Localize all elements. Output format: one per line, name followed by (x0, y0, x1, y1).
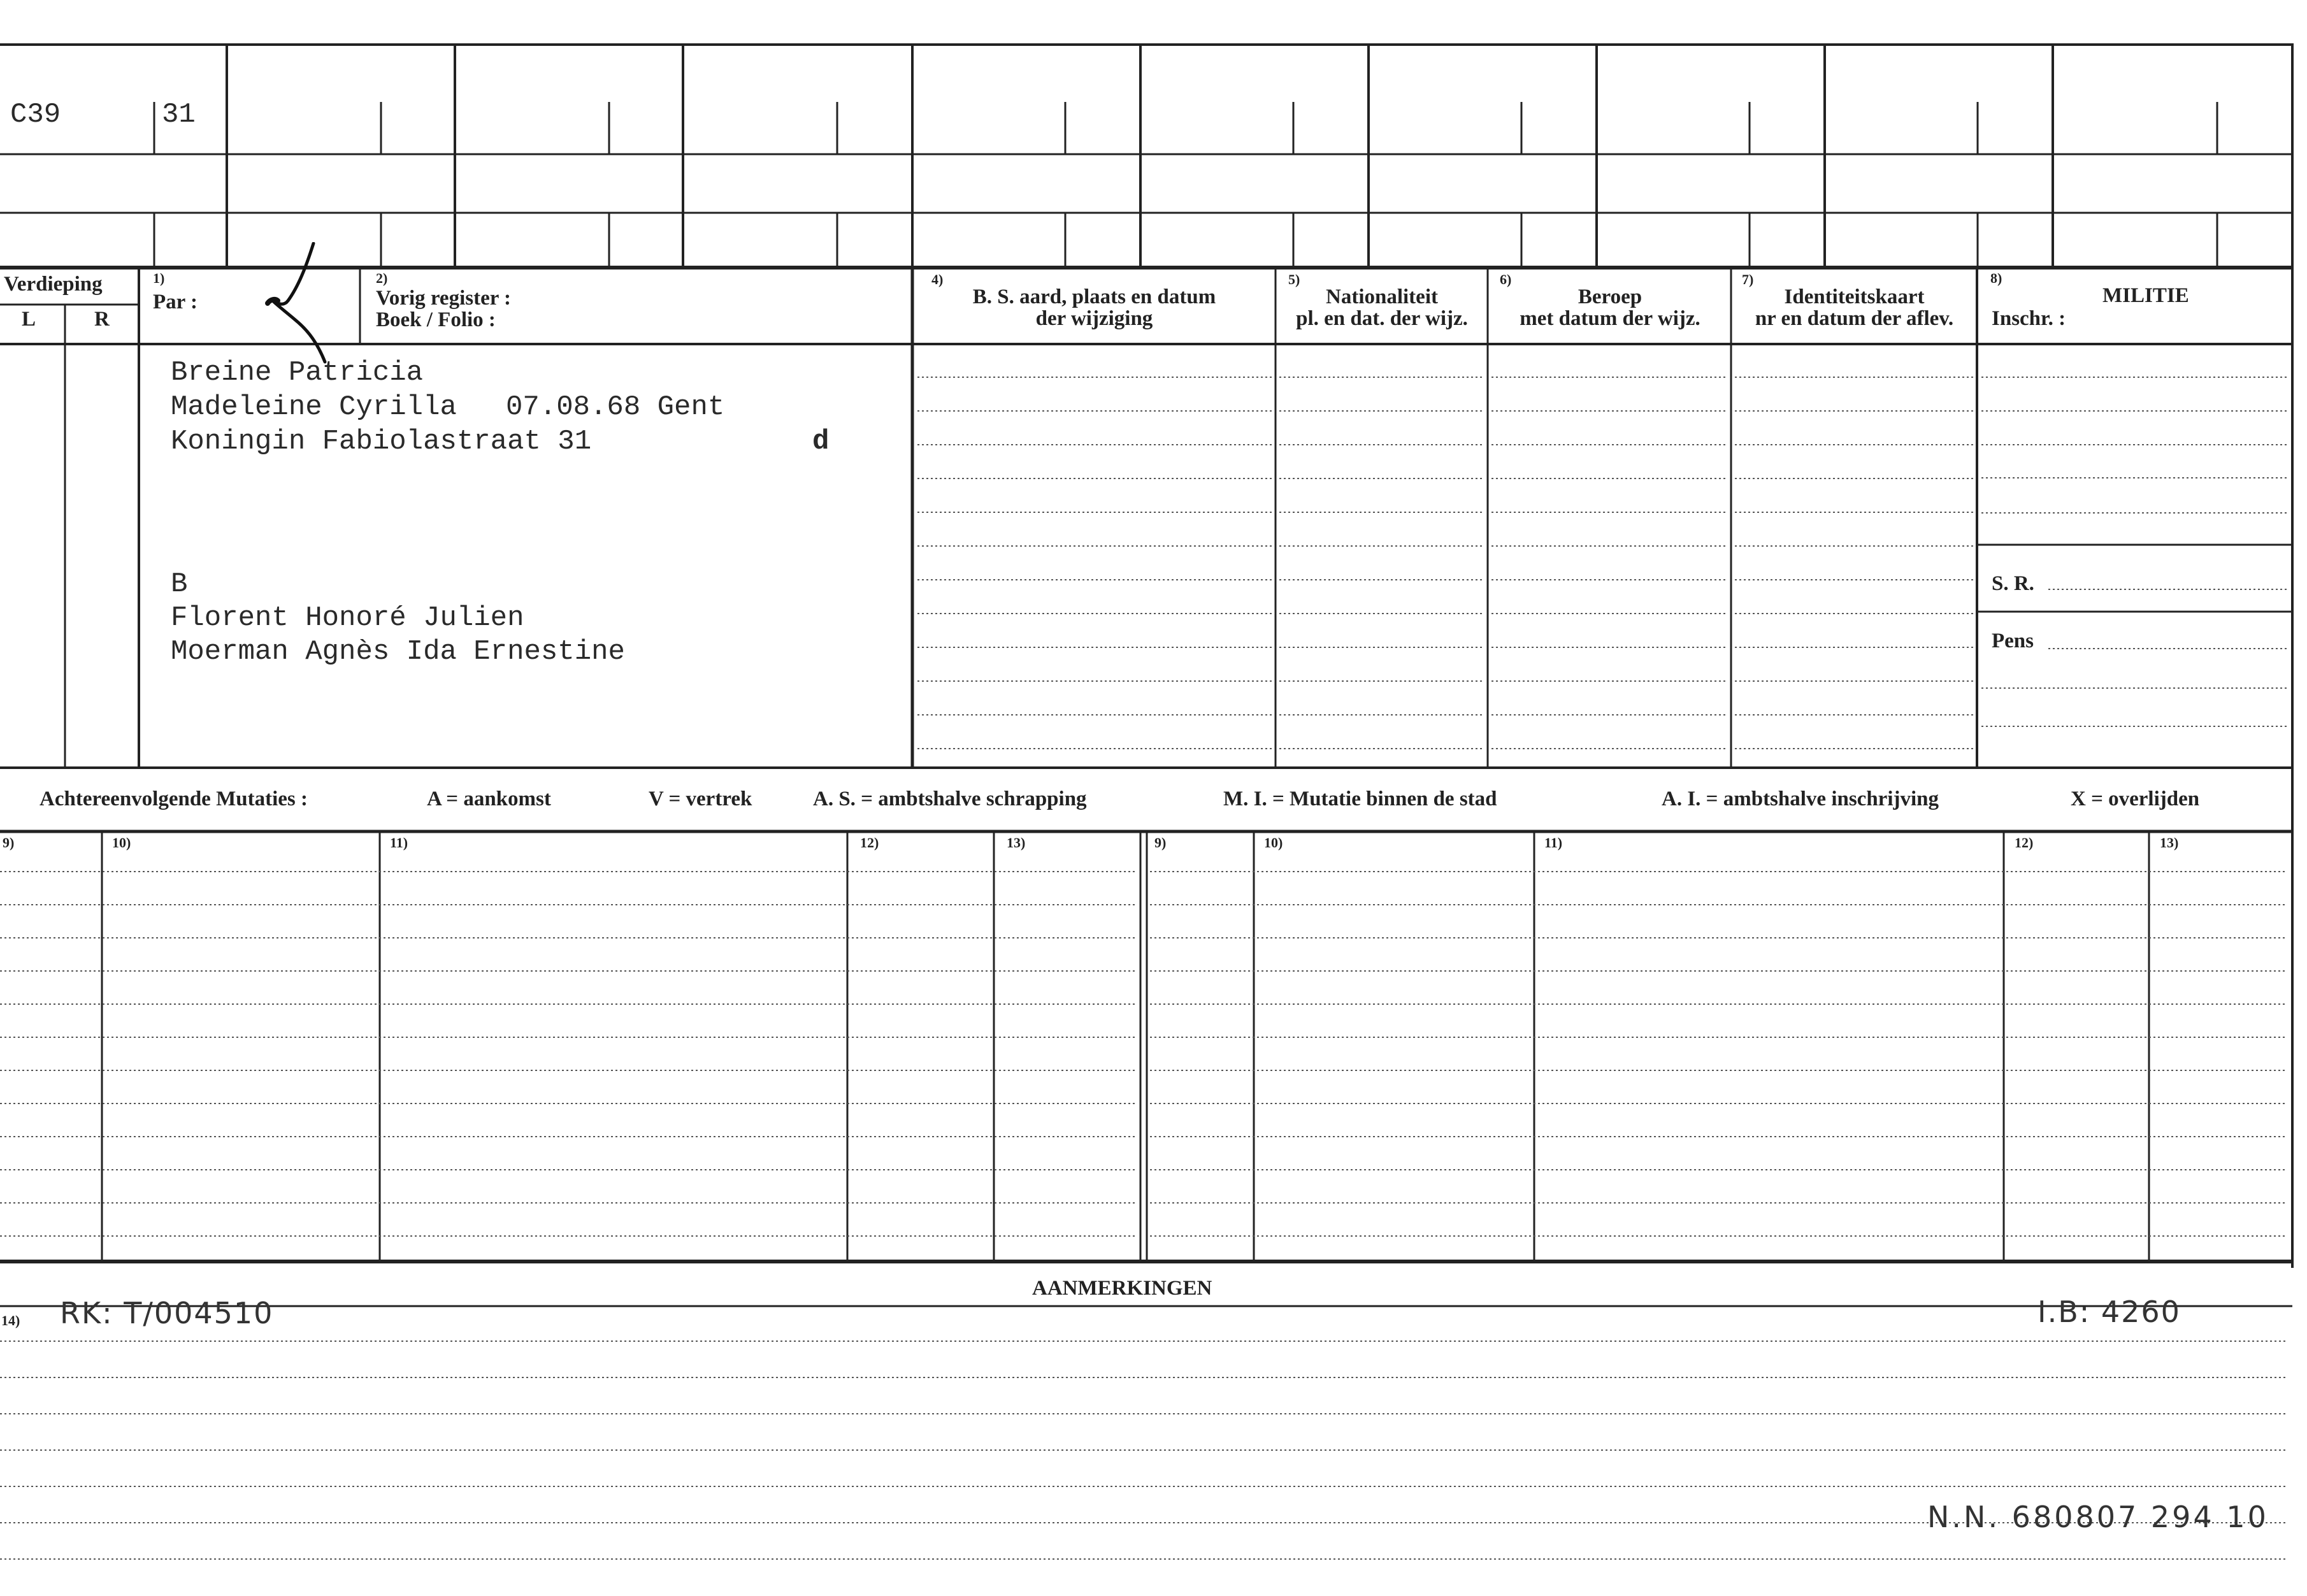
legend-a: A = aankomst (427, 787, 551, 810)
header-militie: MILITIE (2102, 284, 2189, 307)
person-birth-date-place: 07.08.68 Gent (506, 391, 725, 423)
mutation-col-12: 12) (860, 835, 879, 851)
header-col6-line2: met datum der wijz. (1520, 307, 1700, 330)
header-par: Par : (153, 291, 198, 313)
father-name: Florent Honoré Julien (171, 602, 524, 634)
col5-number: 5) (1288, 271, 1300, 287)
header-col6-line1: Beroep (1578, 285, 1642, 308)
mutation-col-9: 9) (3, 835, 15, 851)
remarks-rk: RK: T/004510 (60, 1296, 274, 1330)
mutation-col-13b: 13) (2160, 835, 2179, 851)
header-col5-line2: pl. en dat. der wijz. (1296, 307, 1468, 330)
label-b: B (171, 568, 188, 600)
top-code-2: 31 (162, 99, 196, 131)
col1-number: 1) (153, 270, 165, 286)
header-inschr: Inschr. : (1992, 307, 2066, 330)
header-l: L (22, 308, 36, 331)
national-number: N.N. 680807 294 10 (1927, 1500, 2269, 1534)
remarks-number: 14) (1, 1312, 20, 1328)
header-col4-line1: B. S. aard, plaats en datum (972, 285, 1216, 308)
header-verdieping: Verdieping (4, 273, 103, 296)
header-col4-line2: der wijziging (1035, 307, 1153, 330)
header-boek-folio: Boek / Folio : (376, 308, 496, 331)
mutation-col-10: 10) (112, 835, 131, 851)
mutation-col-12b: 12) (2015, 835, 2034, 851)
col7-number: 7) (1742, 271, 1754, 287)
col4-number: 4) (931, 271, 944, 287)
label-sr: S. R. (1992, 572, 2034, 595)
mutation-col-11: 11) (390, 835, 408, 851)
legend-title: Achtereenvolgende Mutaties : (40, 787, 308, 810)
legend-x: X = overlijden (2071, 787, 2200, 810)
header-col5-line1: Nationaliteit (1326, 285, 1438, 308)
marker-d: d (812, 426, 830, 457)
header-vorig-register: Vorig register : (376, 287, 512, 310)
remarks-title: AANMERKINGEN (1032, 1277, 1212, 1300)
col2-number: 2) (376, 270, 388, 286)
legend-mi: M. I. = Mutatie binnen de stad (1223, 787, 1497, 810)
legend-ai: A. I. = ambtshalve inschrijving (1662, 787, 1939, 810)
legend-as: A. S. = ambtshalve schrapping (813, 787, 1087, 810)
col6-number: 6) (1500, 271, 1512, 287)
mutation-col-10b: 10) (1264, 835, 1283, 851)
header-col7-line2: nr en datum der aflev. (1755, 307, 1954, 330)
person-address: Koningin Fabiolastraat 31 (171, 426, 592, 457)
mutation-col-13: 13) (1007, 835, 1026, 851)
col8-number: 8) (1990, 270, 2002, 286)
person-line2-name: Madeleine Cyrilla (171, 391, 457, 423)
legend-v: V = vertrek (649, 787, 752, 810)
mother-name: Moerman Agnès Ida Ernestine (171, 636, 625, 668)
header-col7-line1: Identiteitskaart (1784, 285, 1925, 308)
checkmark-icon (242, 242, 344, 370)
mutation-col-9b: 9) (1154, 835, 1167, 851)
label-pens: Pens (1992, 629, 2034, 652)
mutation-col-11b: 11) (1544, 835, 1563, 851)
header-r: R (94, 308, 110, 331)
top-code-1: C39 (10, 99, 61, 131)
remarks-ib: I.B: 4260 (2037, 1295, 2181, 1329)
person-line1: Breine Patricia (171, 357, 424, 389)
